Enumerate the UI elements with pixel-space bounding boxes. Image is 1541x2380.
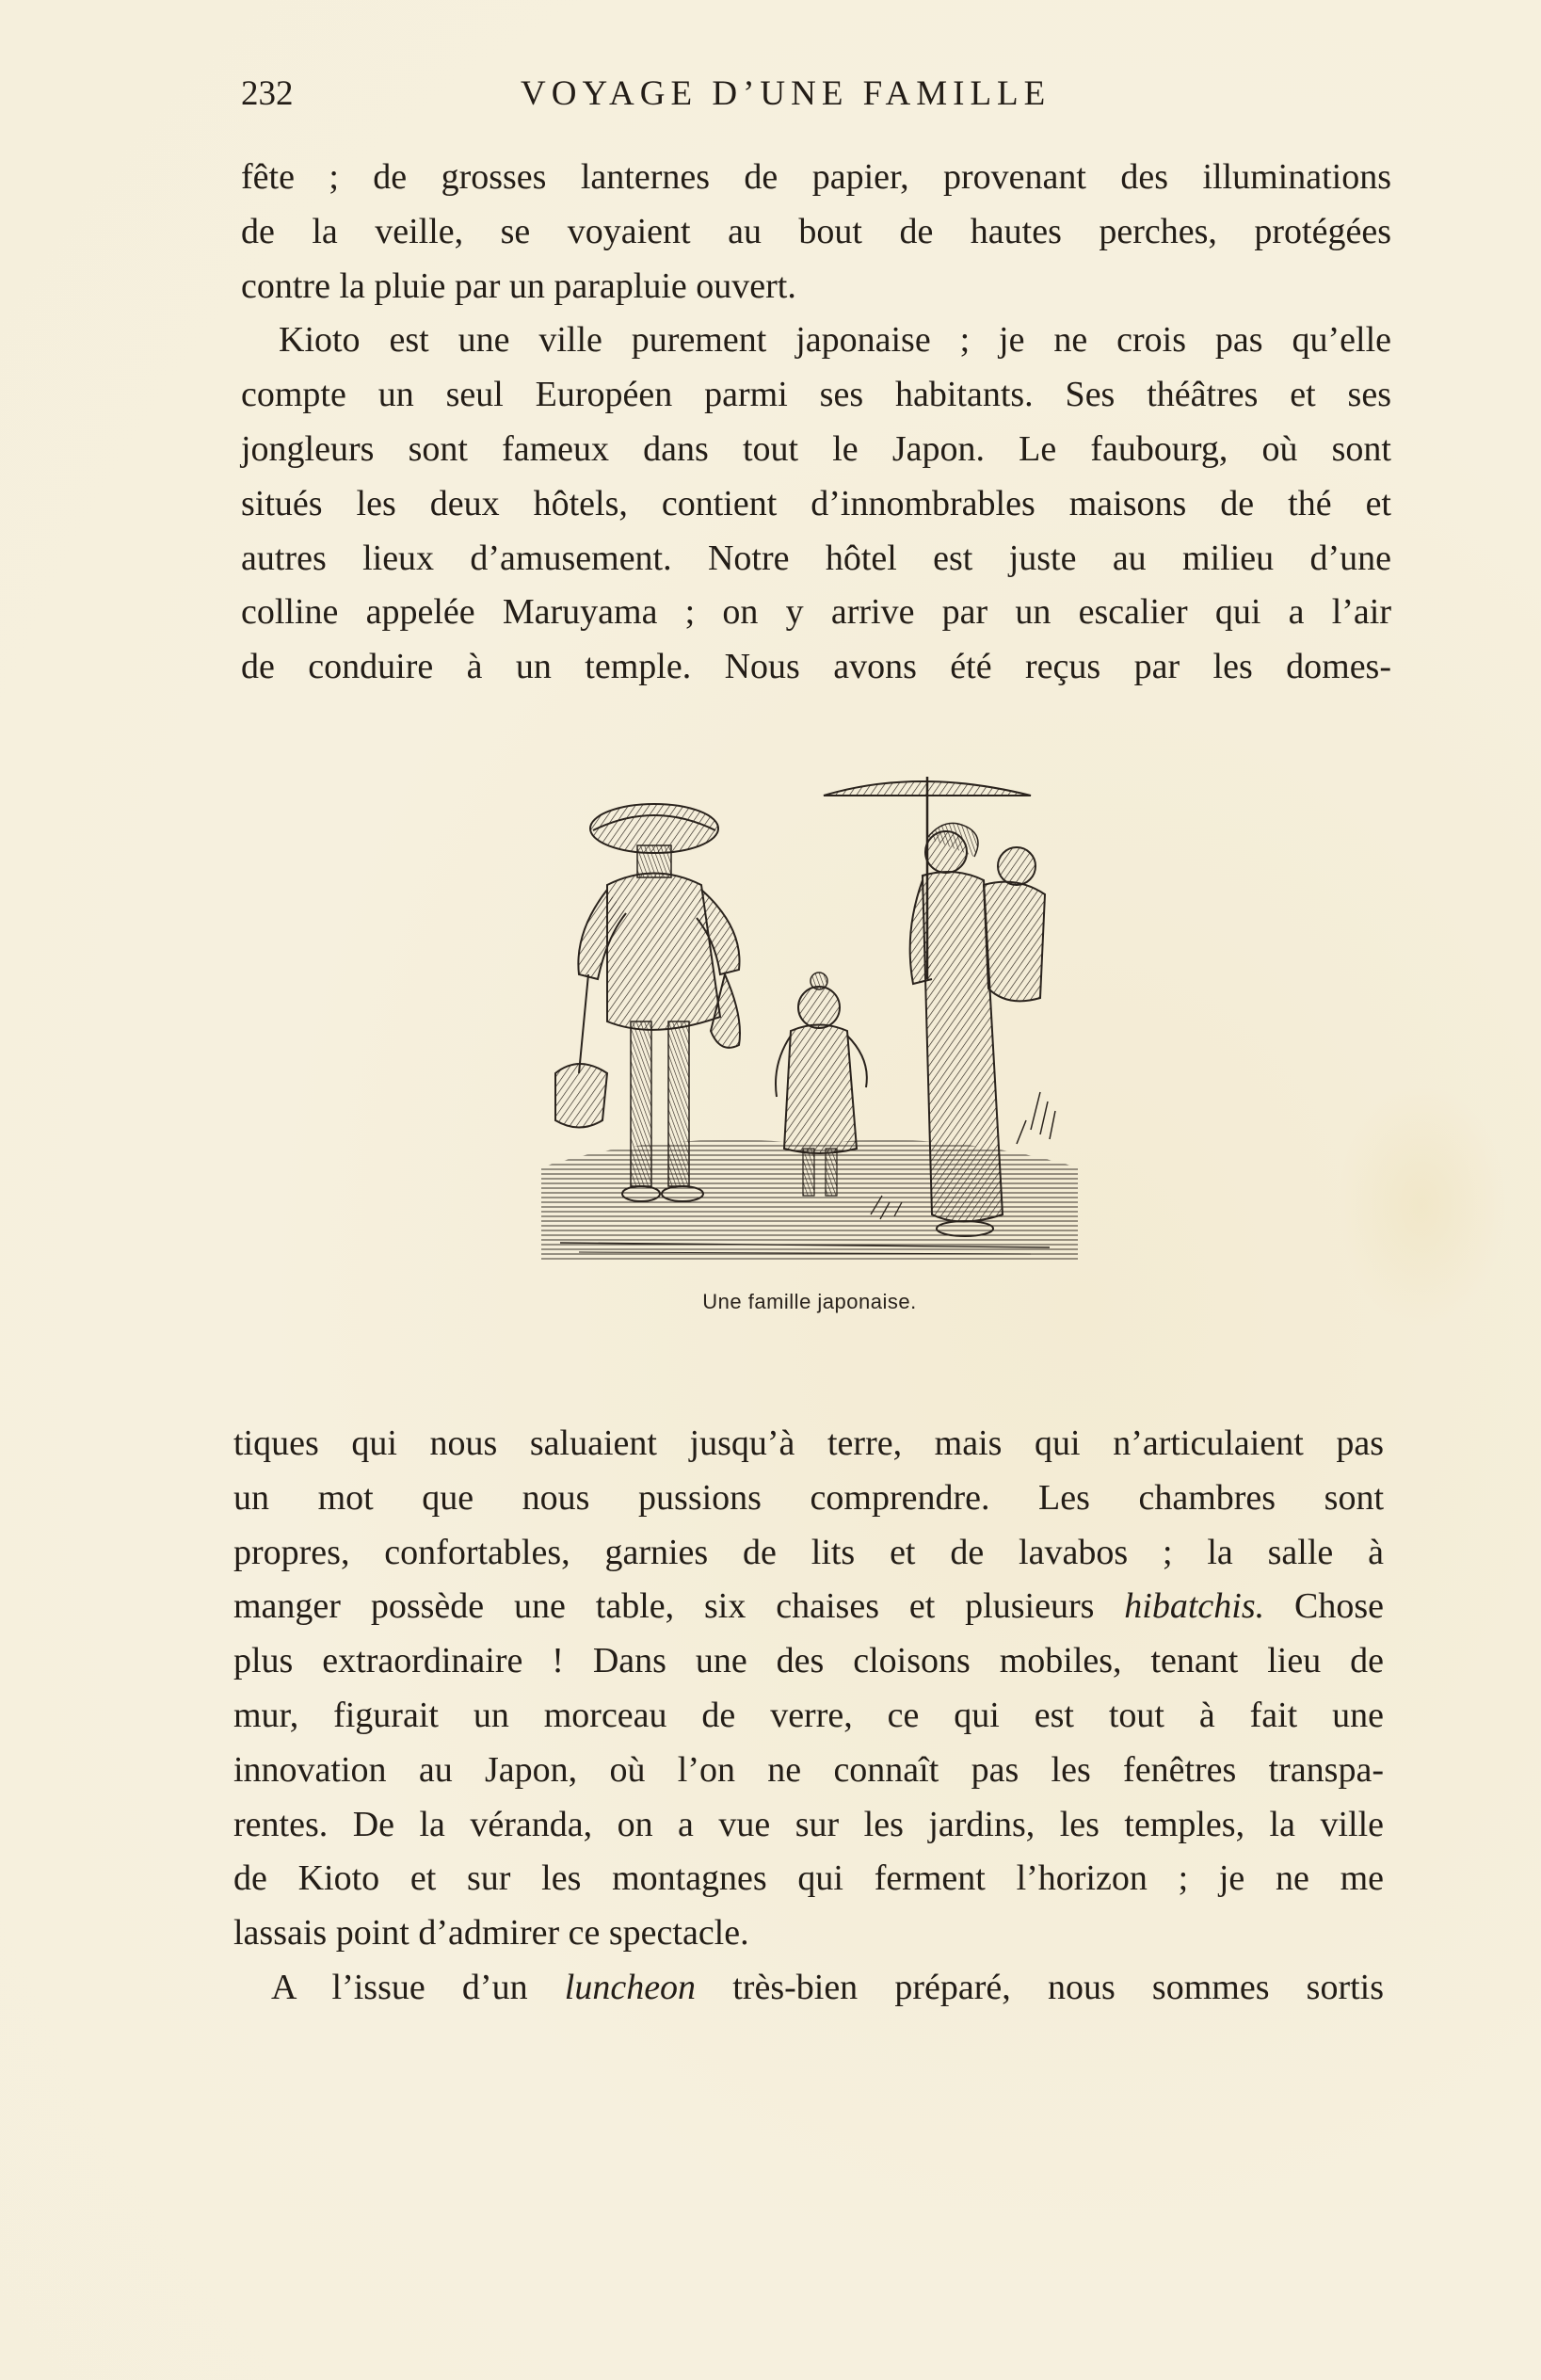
text-line: de Kioto et sur les montagnes qui ferment l’horizon ; je ne me [233, 1858, 1384, 1899]
paragraph [241, 151, 1391, 314]
illustration [541, 772, 1078, 1280]
text-line: lassais point d’admirer ce spectacle. [233, 1913, 749, 1954]
text-run: Chose [1264, 1586, 1384, 1627]
text-line: de conduire à un temple. Nous avons été reçus par les domes- [241, 647, 1391, 687]
paragraph [233, 1417, 1384, 1961]
paragraph [233, 1961, 1384, 2016]
engraving-japanese-family-icon [541, 772, 1078, 1280]
text-line: de la veille, se voyaient au bout de hautes perches, protégées [241, 211, 1391, 251]
text-line: propres, confortables, garnies de lits et de lavabos ; la salle à [233, 1532, 1384, 1572]
text-block-top [241, 151, 1391, 695]
text-line: contre la pluie par un parapluie ouvert. [241, 265, 796, 306]
text-line: fête ; de grosses lanternes de papier, provenant des illuminations [241, 157, 1391, 197]
running-title: VOYAGE D’UNE FAMILLE [521, 74, 1051, 113]
text-block-bottom [233, 1417, 1384, 2016]
running-header [241, 73, 1399, 121]
italic-term: hibatchis. [1124, 1586, 1265, 1627]
text-line: un mot que nous pussions comprendre. Les chambres sont [233, 1477, 1384, 1518]
text-line: tiques qui nous saluaient jusqu’à terre, mais qui n’articulaient pas [233, 1423, 1384, 1463]
text-line: innovation au Japon, où l’on ne connaît pas les fenêtres transpa- [233, 1749, 1384, 1790]
text-line [233, 1961, 1384, 2016]
text-line: rentes. De la véranda, on a vue sur les jardins, les temples, la ville [233, 1804, 1384, 1844]
text-line: situés les deux hôtels, contient d’innombrables maisons de thé et [241, 483, 1391, 523]
text-line: mur, figurait un morceau de verre, ce qui est tout à fait une [233, 1695, 1384, 1735]
paragraph [241, 314, 1391, 695]
text-line: compte un seul Européen parmi ses habitants. Ses théâtres et ses [241, 375, 1391, 415]
text-line [233, 1580, 1384, 1634]
italic-term: luncheon [564, 1967, 697, 2007]
figure-caption: Une famille japonaise. [702, 1290, 917, 1313]
text-line: jongleurs sont fameux dans tout le Japon. Le faubourg, où sont [241, 428, 1391, 469]
text-line: colline appelée Maruyama ; on y arrive par un escalier qui a l’air [241, 592, 1391, 633]
paper-stain [1337, 1083, 1506, 1327]
text-run: manger possède une table, six chaises et plusieurs [233, 1586, 1125, 1627]
text-run: très-bien préparé, nous sommes sortis [696, 1967, 1385, 2007]
text-line: autres lieux d’amusement. Notre hôtel est juste au milieu d’une [241, 538, 1391, 578]
page-number: 232 [241, 74, 294, 113]
text-run: A l’issue d’un [271, 1967, 565, 2007]
text-line: Kioto est une ville purement japonaise ; je ne crois pas qu’elle [279, 320, 1391, 361]
text-line: plus extraordinaire ! Dans une des cloisons mobiles, tenant lieu de [233, 1641, 1384, 1681]
